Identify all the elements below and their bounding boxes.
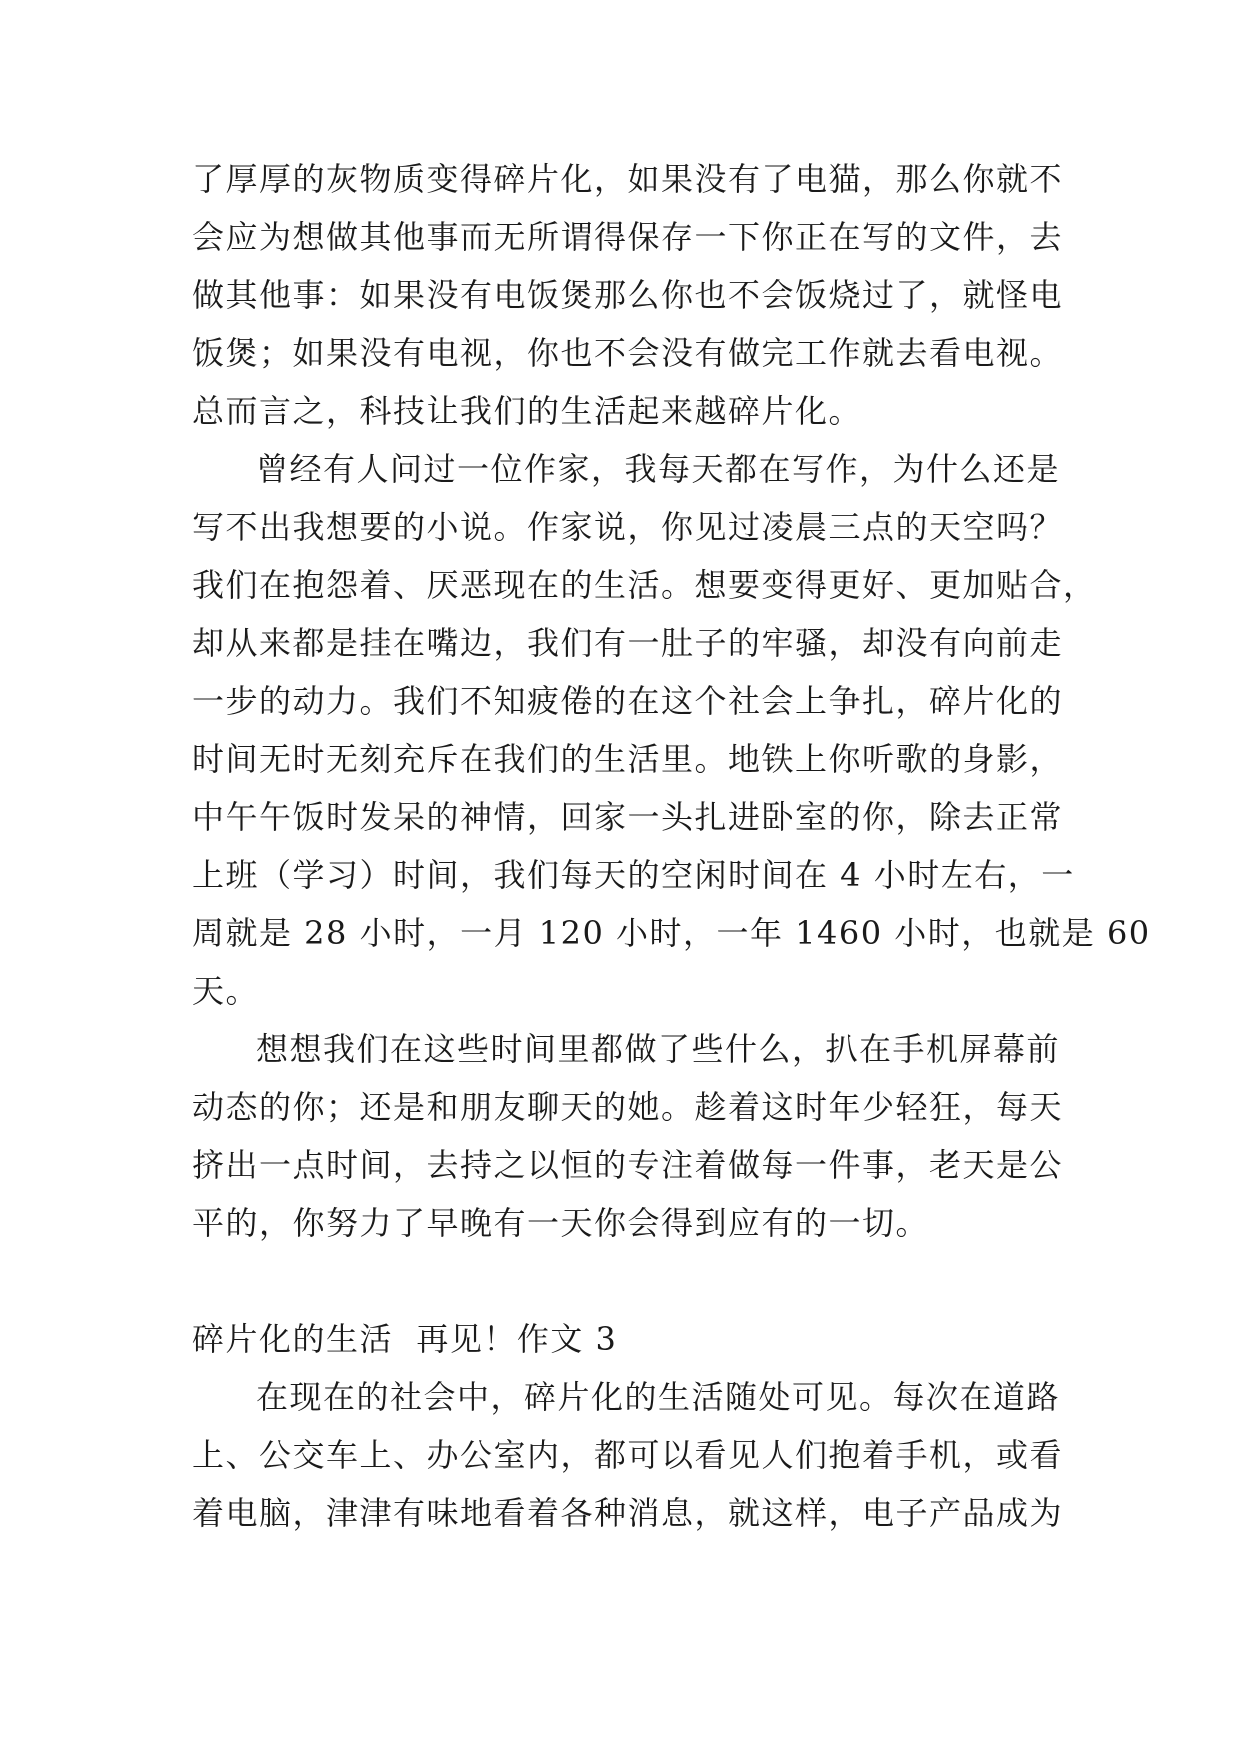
text-line: 挤出一点时间，去持之以恒的专注着做每一件事，老天是公 (192, 1146, 1064, 1184)
text-line: 在现在的社会中，碎片化的生活随处可见。每次在道路 (256, 1378, 1061, 1416)
document-body (192, 150, 1151, 1542)
text-line: 上班（学习）时间，我们每天的空闲时间在 4 小时左右，一 (192, 856, 1075, 894)
text-line: 却从来都是挂在嘴边，我们有一肚子的牢骚，却没有向前走 (192, 624, 1064, 662)
text-line: 我们在抱怨着、厌恶现在的生活。想要变得更好、更加贴合， (192, 566, 1097, 604)
text-line: 动态的你；还是和朋友聊天的她。趁着这时年少轻狂，每天 (192, 1088, 1064, 1126)
text-line: 想想我们在这些时间里都做了些什么，扒在手机屏幕前 (256, 1030, 1061, 1068)
text-line: 天。 (192, 972, 260, 1010)
text-line: 曾经有人问过一位作家，我每天都在写作，为什么还是 (256, 450, 1061, 488)
text-line: 一步的动力。我们不知疲倦的在这个社会上争扎，碎片化的 (192, 682, 1064, 720)
paragraph-3 (192, 1020, 1064, 1252)
text-line: 着电脑，津津有味地看着各种消息，就这样，电子产品成为 (192, 1494, 1064, 1532)
text-line: 上、公交车上、办公室内，都可以看见人们抱着手机，或看 (192, 1436, 1064, 1474)
paragraph-2 (192, 440, 1151, 1020)
text-line: 中午午饭时发呆的神情，回家一头扎进卧室的你，除去正常 (192, 798, 1064, 836)
text-line: 会应为想做其他事而无所谓得保存一下你正在写的文件，去 (192, 218, 1064, 256)
text-line: 做其他事：如果没有电饭煲那么你也不会饭烧过了，就怪电 (192, 276, 1064, 314)
text-line: 写不出我想要的小说。作家说，你见过凌晨三点的天空吗？ (192, 508, 1064, 546)
text-line: 总而言之，科技让我们的生活起来越碎片化。 (192, 392, 863, 430)
blank-line (192, 1252, 1054, 1310)
text-line: 了厚厚的灰物质变得碎片化，如果没有了电猫，那么你就不 (192, 160, 1064, 198)
text-line: 饭煲；如果没有电视，你也不会没有做完工作就去看电视。 (192, 334, 1064, 372)
paragraph-1 (192, 150, 1064, 440)
section-title: 碎片化的生活 再见！作文 3 (192, 1320, 618, 1358)
text-line: 时间无时无刻充斥在我们的生活里。地铁上你听歌的身影， (192, 740, 1064, 778)
section-paragraph (192, 1368, 1064, 1542)
text-line: 周就是 28 小时，一月 120 小时，一年 1460 小时，也就是 60 (192, 914, 1151, 952)
text-line: 平的，你努力了早晚有一天你会得到应有的一切。 (192, 1204, 930, 1242)
